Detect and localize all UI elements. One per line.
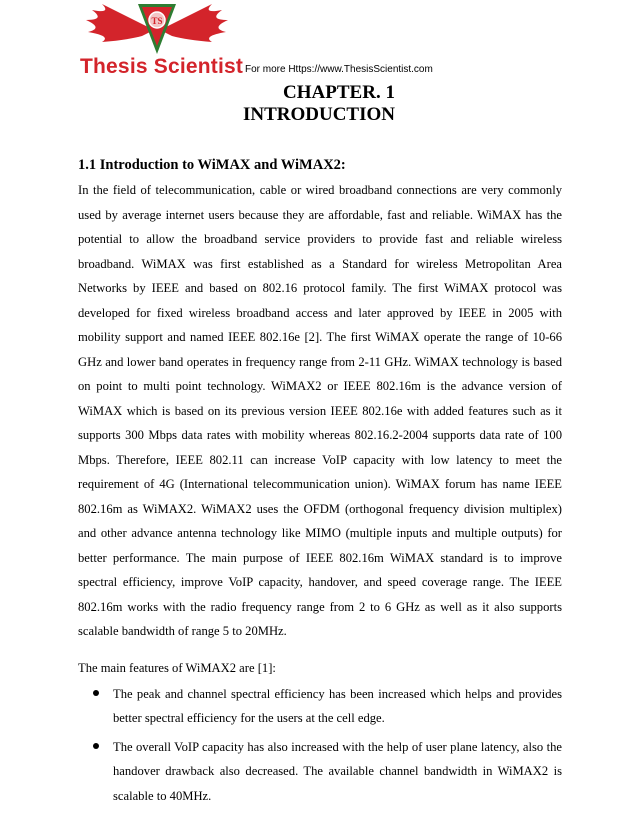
winged-shield-icon — [72, 0, 242, 60]
list-item — [78, 735, 562, 809]
chapter-number: CHAPTER. 1 — [283, 82, 395, 103]
logo-text: Thesis Scientist — [80, 55, 244, 78]
features-intro: The main features of WiMAX2 are [1]: — [78, 660, 276, 675]
thesis-scientist-logo — [72, 0, 242, 85]
list-item-text: The overall VoIP capacity has also increased with the help of user plane latency, also the handover drawback also decreased. The available channel bandwidth in WiMAX2 is scalable to 40MHz. — [113, 739, 562, 803]
list-item — [78, 682, 562, 731]
features-list — [78, 682, 562, 809]
bullet-icon — [93, 690, 99, 696]
svg-text:TS: TS — [151, 16, 163, 26]
section-title: 1.1 Introduction to WiMAX and WiMAX2: — [78, 157, 346, 173]
list-item-text: The peak and channel spectral efficiency has been increased which helps and provides better spectral efficiency for the users at the cell edge. — [113, 686, 562, 725]
intro-paragraph: In the field of telecommunication, cable or wired broadband connections are very commonly used by average internet users because they are affordable, fast and reliable. WiMAX has the potential to allow the broadband service providers to provide fast and reliable wireless broadband. WiMAX was first established as a Standard for wireless Metropolitan Area Networks by IEEE and based on 802.16 protocol family. The first WiMAX protocol was developed for fixed wireless broadband access and later approved by IEEE in 2005 with mobility support and named IEEE 802.16e [2]. The first WiMAX operate the range of 10-66 GHz and lower band operates in frequency range from 2-11 GHz. WiMAX technology is based on point to multi point technology. WiMAX2 or IEEE 802.16m is the advance version of WiMAX which is based on its previous version IEEE 802.16e with added features such as it supports 300 Mbps data rates with mobility whereas 802.16.2-2004 supports data rate of 100 Mbps. Therefore, IEEE 802.11 can increase VoIP capacity with low latency to meet the requirement of 4G (International telecommunication union). WiMAX forum has name IEEE 802.16m as WiMAX2. WiMAX2 uses the OFDM (orthogonal frequency division multiplex) and other advance antenna technology like MIMO (multiple inputs and multiple outputs) for better performance. The main purpose of IEEE 802.16m WiMAX standard is to improve spectral efficiency, improve VoIP capacity, handover, and speed coverage range. The IEEE 802.16m works with the radio frequency range from 2 to 6 GHz as well as it also supports scalable bandwidth of range 5 to 20MHz. — [78, 183, 562, 638]
bullet-icon — [93, 743, 99, 749]
chapter-title: INTRODUCTION — [242, 104, 396, 125]
more-link[interactable]: For more Https://www.ThesisScientist.com — [245, 64, 433, 75]
document-body — [78, 155, 562, 812]
